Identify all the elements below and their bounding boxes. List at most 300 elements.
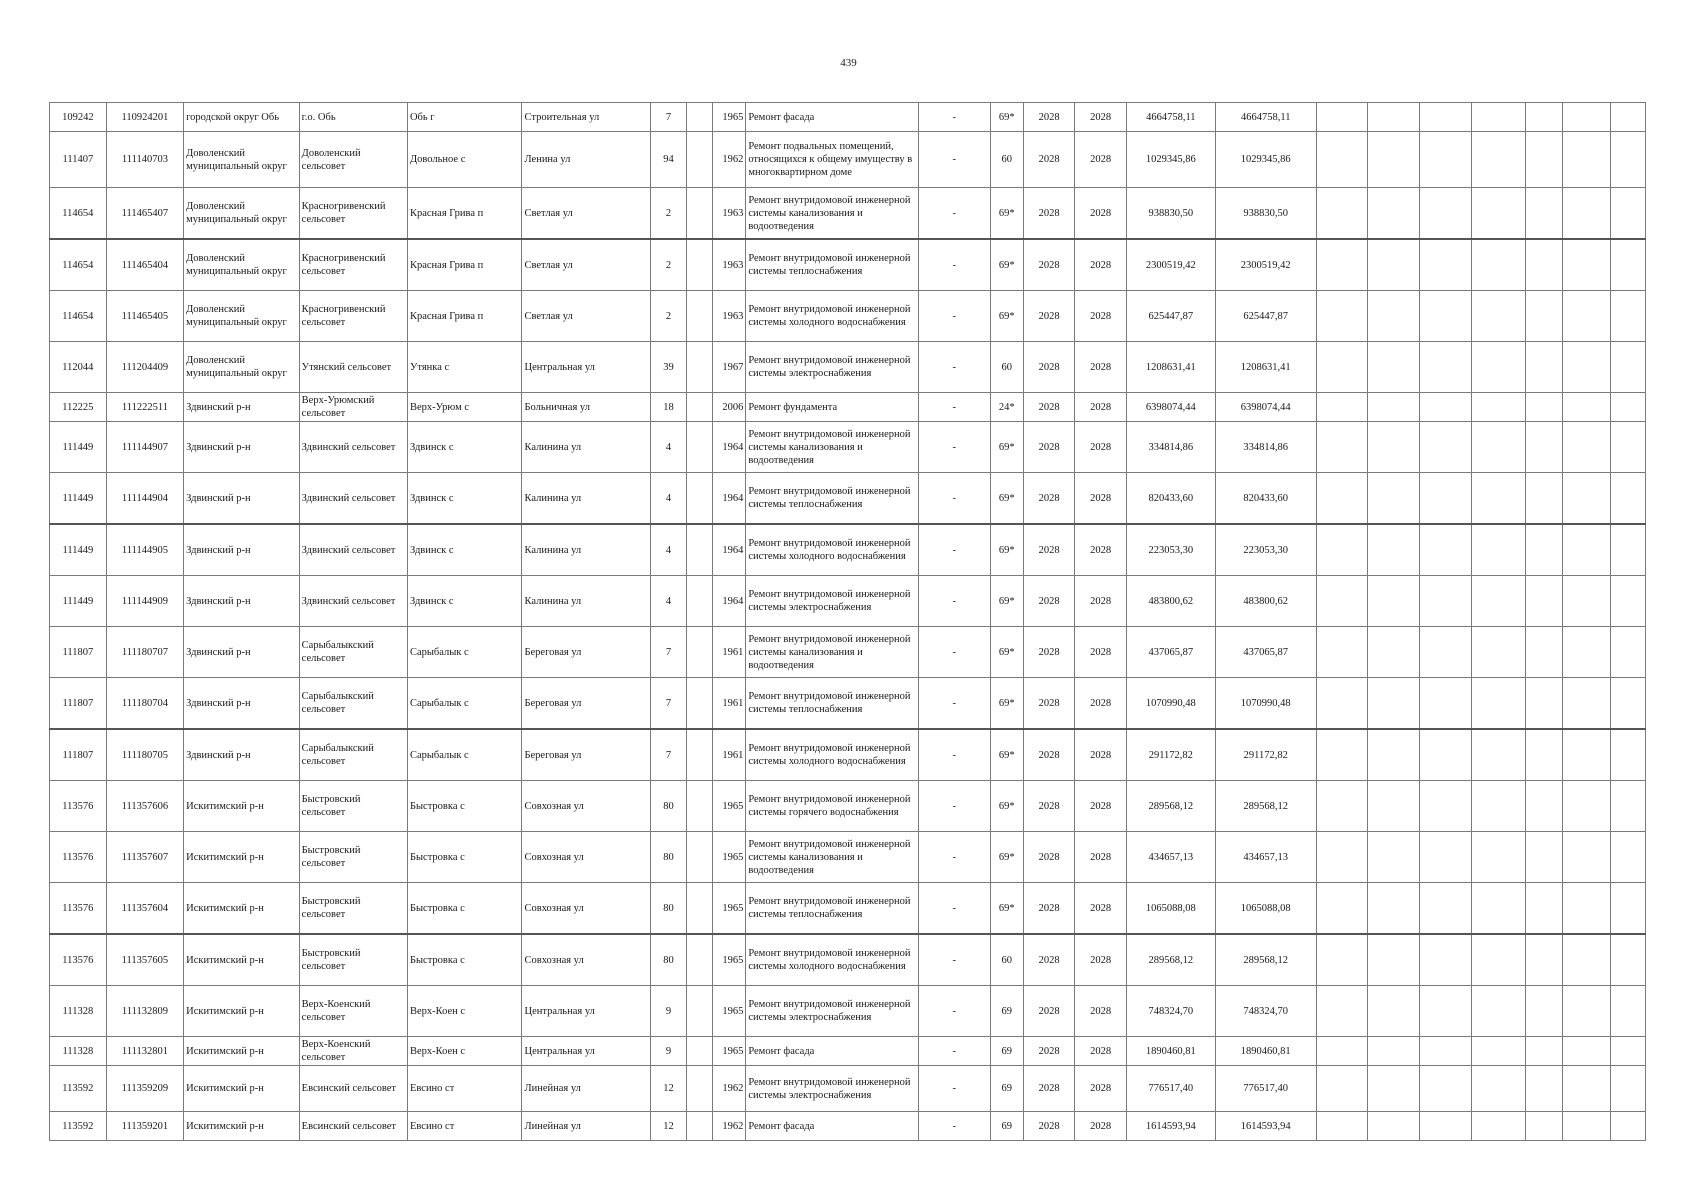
cell-street: Калинина ул: [522, 576, 651, 627]
cell-cost-total: 625447,87: [1215, 291, 1316, 342]
cell-empty: [1419, 627, 1471, 678]
cell-empty: [1610, 103, 1645, 132]
cell-empty: [1526, 1112, 1563, 1141]
cell-wear: 69: [990, 986, 1023, 1037]
cell-district: Здвинский р-н: [184, 393, 300, 422]
cell-district: Доволенский муниципальный округ: [184, 132, 300, 188]
cell-work: Ремонт внутридомовой инженерной системы электроснабжения: [746, 986, 918, 1037]
cell-settlement: Сарыбалыкский сельсовет: [299, 627, 407, 678]
cell-house: 4: [651, 422, 686, 473]
cell-year-end: 2028: [1075, 986, 1127, 1037]
cell-work: Ремонт внутридомовой инженерной системы теплоснабжения: [746, 883, 918, 935]
cell-district: Искитимский р-н: [184, 1037, 300, 1066]
cell-empty: [1368, 832, 1420, 883]
cell-settlement: Быстровский сельсовет: [299, 781, 407, 832]
cell-empty: [1526, 934, 1563, 986]
cell-wear: 69: [990, 1066, 1023, 1112]
cell-year-start: 2028: [1023, 524, 1075, 576]
table-row: [50, 883, 1646, 935]
cell-house: 94: [651, 132, 686, 188]
cell-year-start: 2028: [1023, 832, 1075, 883]
cell-work: Ремонт внутридомовой инженерной системы теплоснабжения: [746, 473, 918, 525]
cell-year: 1965: [713, 832, 746, 883]
cell-house: 80: [651, 832, 686, 883]
cell-settlement: Доволенский сельсовет: [299, 132, 407, 188]
cell-wear: 69: [990, 1112, 1023, 1141]
cell-building: [686, 1066, 713, 1112]
cell-year-end: 2028: [1075, 1112, 1127, 1141]
cell-cost: 748324,70: [1126, 986, 1215, 1037]
cell-year-end: 2028: [1075, 781, 1127, 832]
cell-empty: [1316, 342, 1368, 393]
cell-district: Здвинский р-н: [184, 524, 300, 576]
cell-district: Доволенский муниципальный округ: [184, 342, 300, 393]
cell-settlement: Красногривенский сельсовет: [299, 239, 407, 291]
cell-year: 1964: [713, 524, 746, 576]
cell-empty: [1471, 1066, 1526, 1112]
cell-empty: [1368, 576, 1420, 627]
cell-empty: [1368, 883, 1420, 935]
cell-empty: [1419, 291, 1471, 342]
cell-settlement: Евсинский сельсовет: [299, 1112, 407, 1141]
cell-id: 113592: [50, 1112, 107, 1141]
cell-empty: [1368, 781, 1420, 832]
cell-street: Больничная ул: [522, 393, 651, 422]
cell-work: Ремонт внутридомовой инженерной системы канализования и водоотведения: [746, 422, 918, 473]
cell-id: 111449: [50, 422, 107, 473]
cell-empty: [1316, 934, 1368, 986]
cell-empty: [1316, 1112, 1368, 1141]
cell-year-start: 2028: [1023, 188, 1075, 240]
cell-cost-total: 1208631,41: [1215, 342, 1316, 393]
cell-empty: [1563, 291, 1610, 342]
cell-work: Ремонт внутридомовой инженерной системы канализования и водоотведения: [746, 188, 918, 240]
cell-empty: [1368, 473, 1420, 525]
cell-dash: -: [918, 576, 990, 627]
cell-locality: Довольное с: [407, 132, 522, 188]
cell-id: 111449: [50, 524, 107, 576]
cell-building: [686, 986, 713, 1037]
cell-settlement: Верх-Коенский сельсовет: [299, 1037, 407, 1066]
cell-year-end: 2028: [1075, 576, 1127, 627]
cell-id: 114654: [50, 291, 107, 342]
cell-street: Светлая ул: [522, 188, 651, 240]
cell-year: 1965: [713, 781, 746, 832]
cell-settlement: Здвинский сельсовет: [299, 524, 407, 576]
cell-cost: 625447,87: [1126, 291, 1215, 342]
cell-code: 111465404: [106, 239, 183, 291]
cell-street: Калинина ул: [522, 473, 651, 525]
cell-year: 1965: [713, 986, 746, 1037]
cell-dash: -: [918, 132, 990, 188]
cell-district: Доволенский муниципальный округ: [184, 188, 300, 240]
cell-empty: [1610, 1037, 1645, 1066]
cell-building: [686, 524, 713, 576]
cell-empty: [1610, 832, 1645, 883]
cell-empty: [1368, 524, 1420, 576]
cell-wear: 69: [990, 1037, 1023, 1066]
cell-locality: Красная Грива п: [407, 188, 522, 240]
table-row: [50, 627, 1646, 678]
cell-dash: -: [918, 883, 990, 935]
cell-year-end: 2028: [1075, 239, 1127, 291]
cell-house: 2: [651, 291, 686, 342]
cell-locality: Верх-Коен с: [407, 1037, 522, 1066]
table-row: [50, 342, 1646, 393]
cell-year: 1961: [713, 729, 746, 781]
cell-wear: 69*: [990, 473, 1023, 525]
cell-house: 80: [651, 934, 686, 986]
cell-empty: [1526, 1066, 1563, 1112]
cell-empty: [1563, 678, 1610, 730]
cell-work: Ремонт фасада: [746, 1112, 918, 1141]
cell-dash: -: [918, 986, 990, 1037]
cell-id: 113592: [50, 1066, 107, 1112]
registry-table: [49, 102, 1646, 1141]
cell-empty: [1563, 832, 1610, 883]
cell-house: 80: [651, 883, 686, 935]
cell-building: [686, 291, 713, 342]
cell-empty: [1419, 132, 1471, 188]
cell-district: Здвинский р-н: [184, 627, 300, 678]
cell-empty: [1316, 132, 1368, 188]
cell-code: 111132809: [106, 986, 183, 1037]
cell-code: 111180705: [106, 729, 183, 781]
cell-empty: [1471, 1037, 1526, 1066]
table-row: [50, 1037, 1646, 1066]
cell-cost: 289568,12: [1126, 934, 1215, 986]
cell-house: 2: [651, 188, 686, 240]
cell-settlement: г.о. Обь: [299, 103, 407, 132]
cell-house: 4: [651, 473, 686, 525]
cell-district: Искитимский р-н: [184, 986, 300, 1037]
cell-empty: [1471, 883, 1526, 935]
cell-empty: [1471, 239, 1526, 291]
table-row: [50, 524, 1646, 576]
table-row: [50, 103, 1646, 132]
cell-cost: 334814,86: [1126, 422, 1215, 473]
cell-settlement: Сарыбалыкский сельсовет: [299, 729, 407, 781]
cell-year: 1965: [713, 103, 746, 132]
cell-wear: 69*: [990, 188, 1023, 240]
cell-dash: -: [918, 291, 990, 342]
cell-empty: [1563, 342, 1610, 393]
cell-locality: Здвинск с: [407, 422, 522, 473]
cell-settlement: Быстровский сельсовет: [299, 883, 407, 935]
cell-house: 7: [651, 678, 686, 730]
cell-empty: [1471, 132, 1526, 188]
cell-empty: [1368, 188, 1420, 240]
cell-empty: [1563, 781, 1610, 832]
cell-empty: [1368, 239, 1420, 291]
cell-year-start: 2028: [1023, 393, 1075, 422]
cell-building: [686, 422, 713, 473]
cell-empty: [1610, 627, 1645, 678]
cell-settlement: Здвинский сельсовет: [299, 473, 407, 525]
cell-district: Здвинский р-н: [184, 729, 300, 781]
cell-work: Ремонт внутридомовой инженерной системы холодного водоснабжения: [746, 291, 918, 342]
cell-settlement: Верх-Коенский сельсовет: [299, 986, 407, 1037]
cell-building: [686, 188, 713, 240]
table-row: [50, 934, 1646, 986]
cell-empty: [1419, 883, 1471, 935]
cell-work: Ремонт внутридомовой инженерной системы электроснабжения: [746, 1066, 918, 1112]
cell-year-end: 2028: [1075, 422, 1127, 473]
cell-cost: 820433,60: [1126, 473, 1215, 525]
cell-empty: [1610, 781, 1645, 832]
cell-street: Совхозная ул: [522, 832, 651, 883]
cell-empty: [1316, 239, 1368, 291]
cell-cost-total: 938830,50: [1215, 188, 1316, 240]
cell-code: 111180707: [106, 627, 183, 678]
cell-street: Совхозная ул: [522, 883, 651, 935]
cell-work: Ремонт фасада: [746, 103, 918, 132]
cell-empty: [1471, 729, 1526, 781]
cell-cost-total: 1890460,81: [1215, 1037, 1316, 1066]
cell-empty: [1563, 627, 1610, 678]
cell-wear: 69*: [990, 239, 1023, 291]
cell-empty: [1316, 1037, 1368, 1066]
cell-year-start: 2028: [1023, 132, 1075, 188]
cell-locality: Сарыбалык с: [407, 729, 522, 781]
cell-settlement: Сарыбалыкский сельсовет: [299, 678, 407, 730]
cell-work: Ремонт внутридомовой инженерной системы электроснабжения: [746, 576, 918, 627]
cell-empty: [1526, 239, 1563, 291]
cell-empty: [1419, 729, 1471, 781]
cell-wear: 60: [990, 342, 1023, 393]
cell-street: Центральная ул: [522, 342, 651, 393]
cell-district: Искитимский р-н: [184, 1066, 300, 1112]
cell-code: 111359209: [106, 1066, 183, 1112]
table-row: [50, 729, 1646, 781]
cell-cost-total: 334814,86: [1215, 422, 1316, 473]
cell-empty: [1316, 832, 1368, 883]
cell-cost-total: 4664758,11: [1215, 103, 1316, 132]
cell-empty: [1419, 576, 1471, 627]
cell-empty: [1610, 883, 1645, 935]
cell-empty: [1471, 576, 1526, 627]
cell-year: 1964: [713, 576, 746, 627]
table-row: [50, 781, 1646, 832]
cell-locality: Быстровка с: [407, 883, 522, 935]
cell-wear: 69*: [990, 832, 1023, 883]
cell-building: [686, 393, 713, 422]
table-row: [50, 473, 1646, 525]
cell-empty: [1526, 576, 1563, 627]
cell-house: 12: [651, 1066, 686, 1112]
cell-empty: [1419, 934, 1471, 986]
cell-empty: [1610, 678, 1645, 730]
cell-empty: [1471, 524, 1526, 576]
cell-locality: Верх-Коен с: [407, 986, 522, 1037]
cell-empty: [1419, 103, 1471, 132]
cell-cost: 1029345,86: [1126, 132, 1215, 188]
cell-empty: [1471, 291, 1526, 342]
cell-code: 111144909: [106, 576, 183, 627]
cell-street: Береговая ул: [522, 627, 651, 678]
cell-code: 110924201: [106, 103, 183, 132]
cell-work: Ремонт внутридомовой инженерной системы теплоснабжения: [746, 678, 918, 730]
cell-empty: [1471, 473, 1526, 525]
cell-id: 111807: [50, 627, 107, 678]
cell-empty: [1368, 103, 1420, 132]
cell-district: Здвинский р-н: [184, 678, 300, 730]
cell-empty: [1316, 393, 1368, 422]
cell-year-end: 2028: [1075, 524, 1127, 576]
cell-id: 111807: [50, 729, 107, 781]
cell-empty: [1563, 1066, 1610, 1112]
cell-empty: [1368, 678, 1420, 730]
cell-empty: [1419, 393, 1471, 422]
cell-code: 111180704: [106, 678, 183, 730]
cell-year-end: 2028: [1075, 883, 1127, 935]
cell-empty: [1368, 627, 1420, 678]
cell-empty: [1526, 291, 1563, 342]
cell-year-end: 2028: [1075, 832, 1127, 883]
cell-code: 111465405: [106, 291, 183, 342]
cell-street: Линейная ул: [522, 1112, 651, 1141]
cell-code: 111222511: [106, 393, 183, 422]
cell-empty: [1419, 986, 1471, 1037]
cell-building: [686, 239, 713, 291]
cell-empty: [1526, 473, 1563, 525]
cell-year: 1967: [713, 342, 746, 393]
cell-locality: Здвинск с: [407, 473, 522, 525]
cell-cost-total: 2300519,42: [1215, 239, 1316, 291]
cell-id: 114654: [50, 239, 107, 291]
cell-work: Ремонт подвальных помещений, относящихся к общему имуществу в многоквартирном доме: [746, 132, 918, 188]
cell-code: 111204409: [106, 342, 183, 393]
cell-empty: [1526, 393, 1563, 422]
cell-empty: [1316, 729, 1368, 781]
cell-empty: [1526, 1037, 1563, 1066]
cell-dash: -: [918, 934, 990, 986]
cell-building: [686, 934, 713, 986]
cell-empty: [1526, 103, 1563, 132]
table-row: [50, 1112, 1646, 1141]
cell-empty: [1316, 422, 1368, 473]
cell-district: Искитимский р-н: [184, 781, 300, 832]
cell-year-start: 2028: [1023, 239, 1075, 291]
table-row: [50, 422, 1646, 473]
cell-house: 7: [651, 729, 686, 781]
cell-empty: [1526, 422, 1563, 473]
cell-locality: Здвинск с: [407, 576, 522, 627]
cell-year: 1962: [713, 132, 746, 188]
cell-empty: [1419, 239, 1471, 291]
cell-year: 1963: [713, 291, 746, 342]
cell-year-start: 2028: [1023, 627, 1075, 678]
cell-house: 2: [651, 239, 686, 291]
cell-work: Ремонт внутридомовой инженерной системы холодного водоснабжения: [746, 934, 918, 986]
cell-work: Ремонт внутридомовой инженерной системы электроснабжения: [746, 342, 918, 393]
cell-house: 4: [651, 524, 686, 576]
cell-year-end: 2028: [1075, 678, 1127, 730]
cell-year-start: 2028: [1023, 103, 1075, 132]
cell-cost-total: 748324,70: [1215, 986, 1316, 1037]
cell-building: [686, 627, 713, 678]
cell-code: 111465407: [106, 188, 183, 240]
cell-empty: [1526, 132, 1563, 188]
cell-id: 113576: [50, 781, 107, 832]
cell-year-start: 2028: [1023, 1037, 1075, 1066]
cell-code: 111144905: [106, 524, 183, 576]
table-row: [50, 678, 1646, 730]
cell-empty: [1471, 832, 1526, 883]
cell-work: Ремонт внутридомовой инженерной системы холодного водоснабжения: [746, 729, 918, 781]
cell-locality: Верх-Урюм с: [407, 393, 522, 422]
cell-empty: [1610, 524, 1645, 576]
cell-locality: Евсино ст: [407, 1066, 522, 1112]
cell-year-end: 2028: [1075, 473, 1127, 525]
cell-dash: -: [918, 524, 990, 576]
cell-empty: [1563, 1037, 1610, 1066]
cell-empty: [1563, 103, 1610, 132]
cell-work: Ремонт внутридомовой инженерной системы канализования и водоотведения: [746, 832, 918, 883]
cell-empty: [1316, 986, 1368, 1037]
cell-work: Ремонт внутридомовой инженерной системы холодного водоснабжения: [746, 524, 918, 576]
table-row: [50, 188, 1646, 240]
page-number: 439: [840, 57, 857, 69]
table-row: [50, 291, 1646, 342]
table-row: [50, 986, 1646, 1037]
cell-year-start: 2028: [1023, 1066, 1075, 1112]
cell-cost: 1890460,81: [1126, 1037, 1215, 1066]
cell-id: 112225: [50, 393, 107, 422]
cell-year-end: 2028: [1075, 291, 1127, 342]
cell-dash: -: [918, 103, 990, 132]
cell-district: Здвинский р-н: [184, 473, 300, 525]
cell-empty: [1316, 188, 1368, 240]
cell-cost: 1070990,48: [1126, 678, 1215, 730]
cell-empty: [1368, 422, 1420, 473]
cell-empty: [1368, 729, 1420, 781]
cell-code: 111144907: [106, 422, 183, 473]
cell-cost: 1614593,94: [1126, 1112, 1215, 1141]
cell-building: [686, 729, 713, 781]
cell-empty: [1610, 291, 1645, 342]
cell-house: 12: [651, 1112, 686, 1141]
cell-code: 111357607: [106, 832, 183, 883]
cell-empty: [1419, 188, 1471, 240]
cell-empty: [1316, 473, 1368, 525]
cell-id: 113576: [50, 832, 107, 883]
cell-wear: 69*: [990, 422, 1023, 473]
cell-cost: 776517,40: [1126, 1066, 1215, 1112]
cell-id: 114654: [50, 188, 107, 240]
cell-work: Ремонт внутридомовой инженерной системы теплоснабжения: [746, 239, 918, 291]
cell-street: Ленина ул: [522, 132, 651, 188]
cell-settlement: Утянский сельсовет: [299, 342, 407, 393]
cell-cost-total: 1614593,94: [1215, 1112, 1316, 1141]
cell-empty: [1526, 524, 1563, 576]
cell-cost-total: 1070990,48: [1215, 678, 1316, 730]
cell-empty: [1563, 524, 1610, 576]
cell-empty: [1526, 188, 1563, 240]
cell-building: [686, 1037, 713, 1066]
cell-id: 113576: [50, 934, 107, 986]
cell-district: городской округ Обь: [184, 103, 300, 132]
cell-cost-total: 289568,12: [1215, 934, 1316, 986]
cell-year-start: 2028: [1023, 986, 1075, 1037]
cell-code: 111140703: [106, 132, 183, 188]
cell-empty: [1563, 473, 1610, 525]
cell-year-end: 2028: [1075, 934, 1127, 986]
cell-empty: [1316, 883, 1368, 935]
cell-cost: 291172,82: [1126, 729, 1215, 781]
cell-year: 1961: [713, 678, 746, 730]
cell-year-start: 2028: [1023, 422, 1075, 473]
